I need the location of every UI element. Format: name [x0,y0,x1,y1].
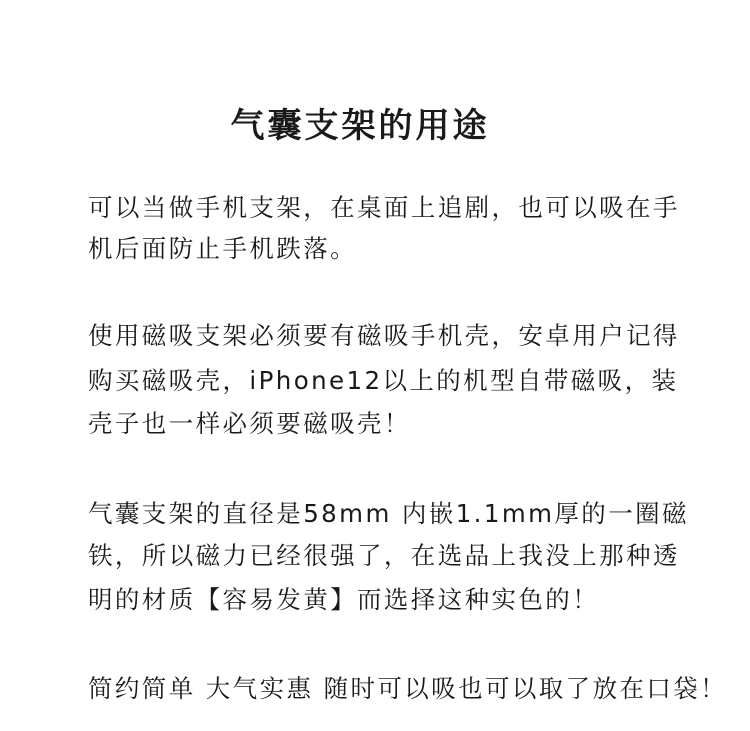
paragraph-2-line-1: 使用磁吸支架必须要有磁吸手机壳，安卓用户记得 [88,321,680,350]
paragraph-3-line-1: 气囊支架的直径是58mm 内嵌1.1mm厚的一圈磁 [88,499,689,528]
paragraph-3-line-3: 明的材质【容易发黄】而选择这种实色的！ [88,585,600,614]
paragraph-3-line-2: 铁，所以磁力已经很强了，在选品上我没上那种透 [88,541,680,570]
paragraph-4-line-1: 简约简单 大气实惠 随时可以吸也可以取了放在口袋！ [88,674,728,703]
paragraph-2-line-3: 壳子也一样必须要磁吸壳！ [88,409,411,438]
paragraph-2-line-2: 购买磁吸壳，iPhone12以上的机型自带磁吸，装 [88,366,679,395]
paragraph-1-line-1: 可以当做手机支架，在桌面上追剧，也可以吸在手 [88,193,680,222]
page-title: 气囊支架的用途 [230,106,490,146]
paragraph-1-line-2: 机后面防止手机跌落。 [88,234,357,263]
